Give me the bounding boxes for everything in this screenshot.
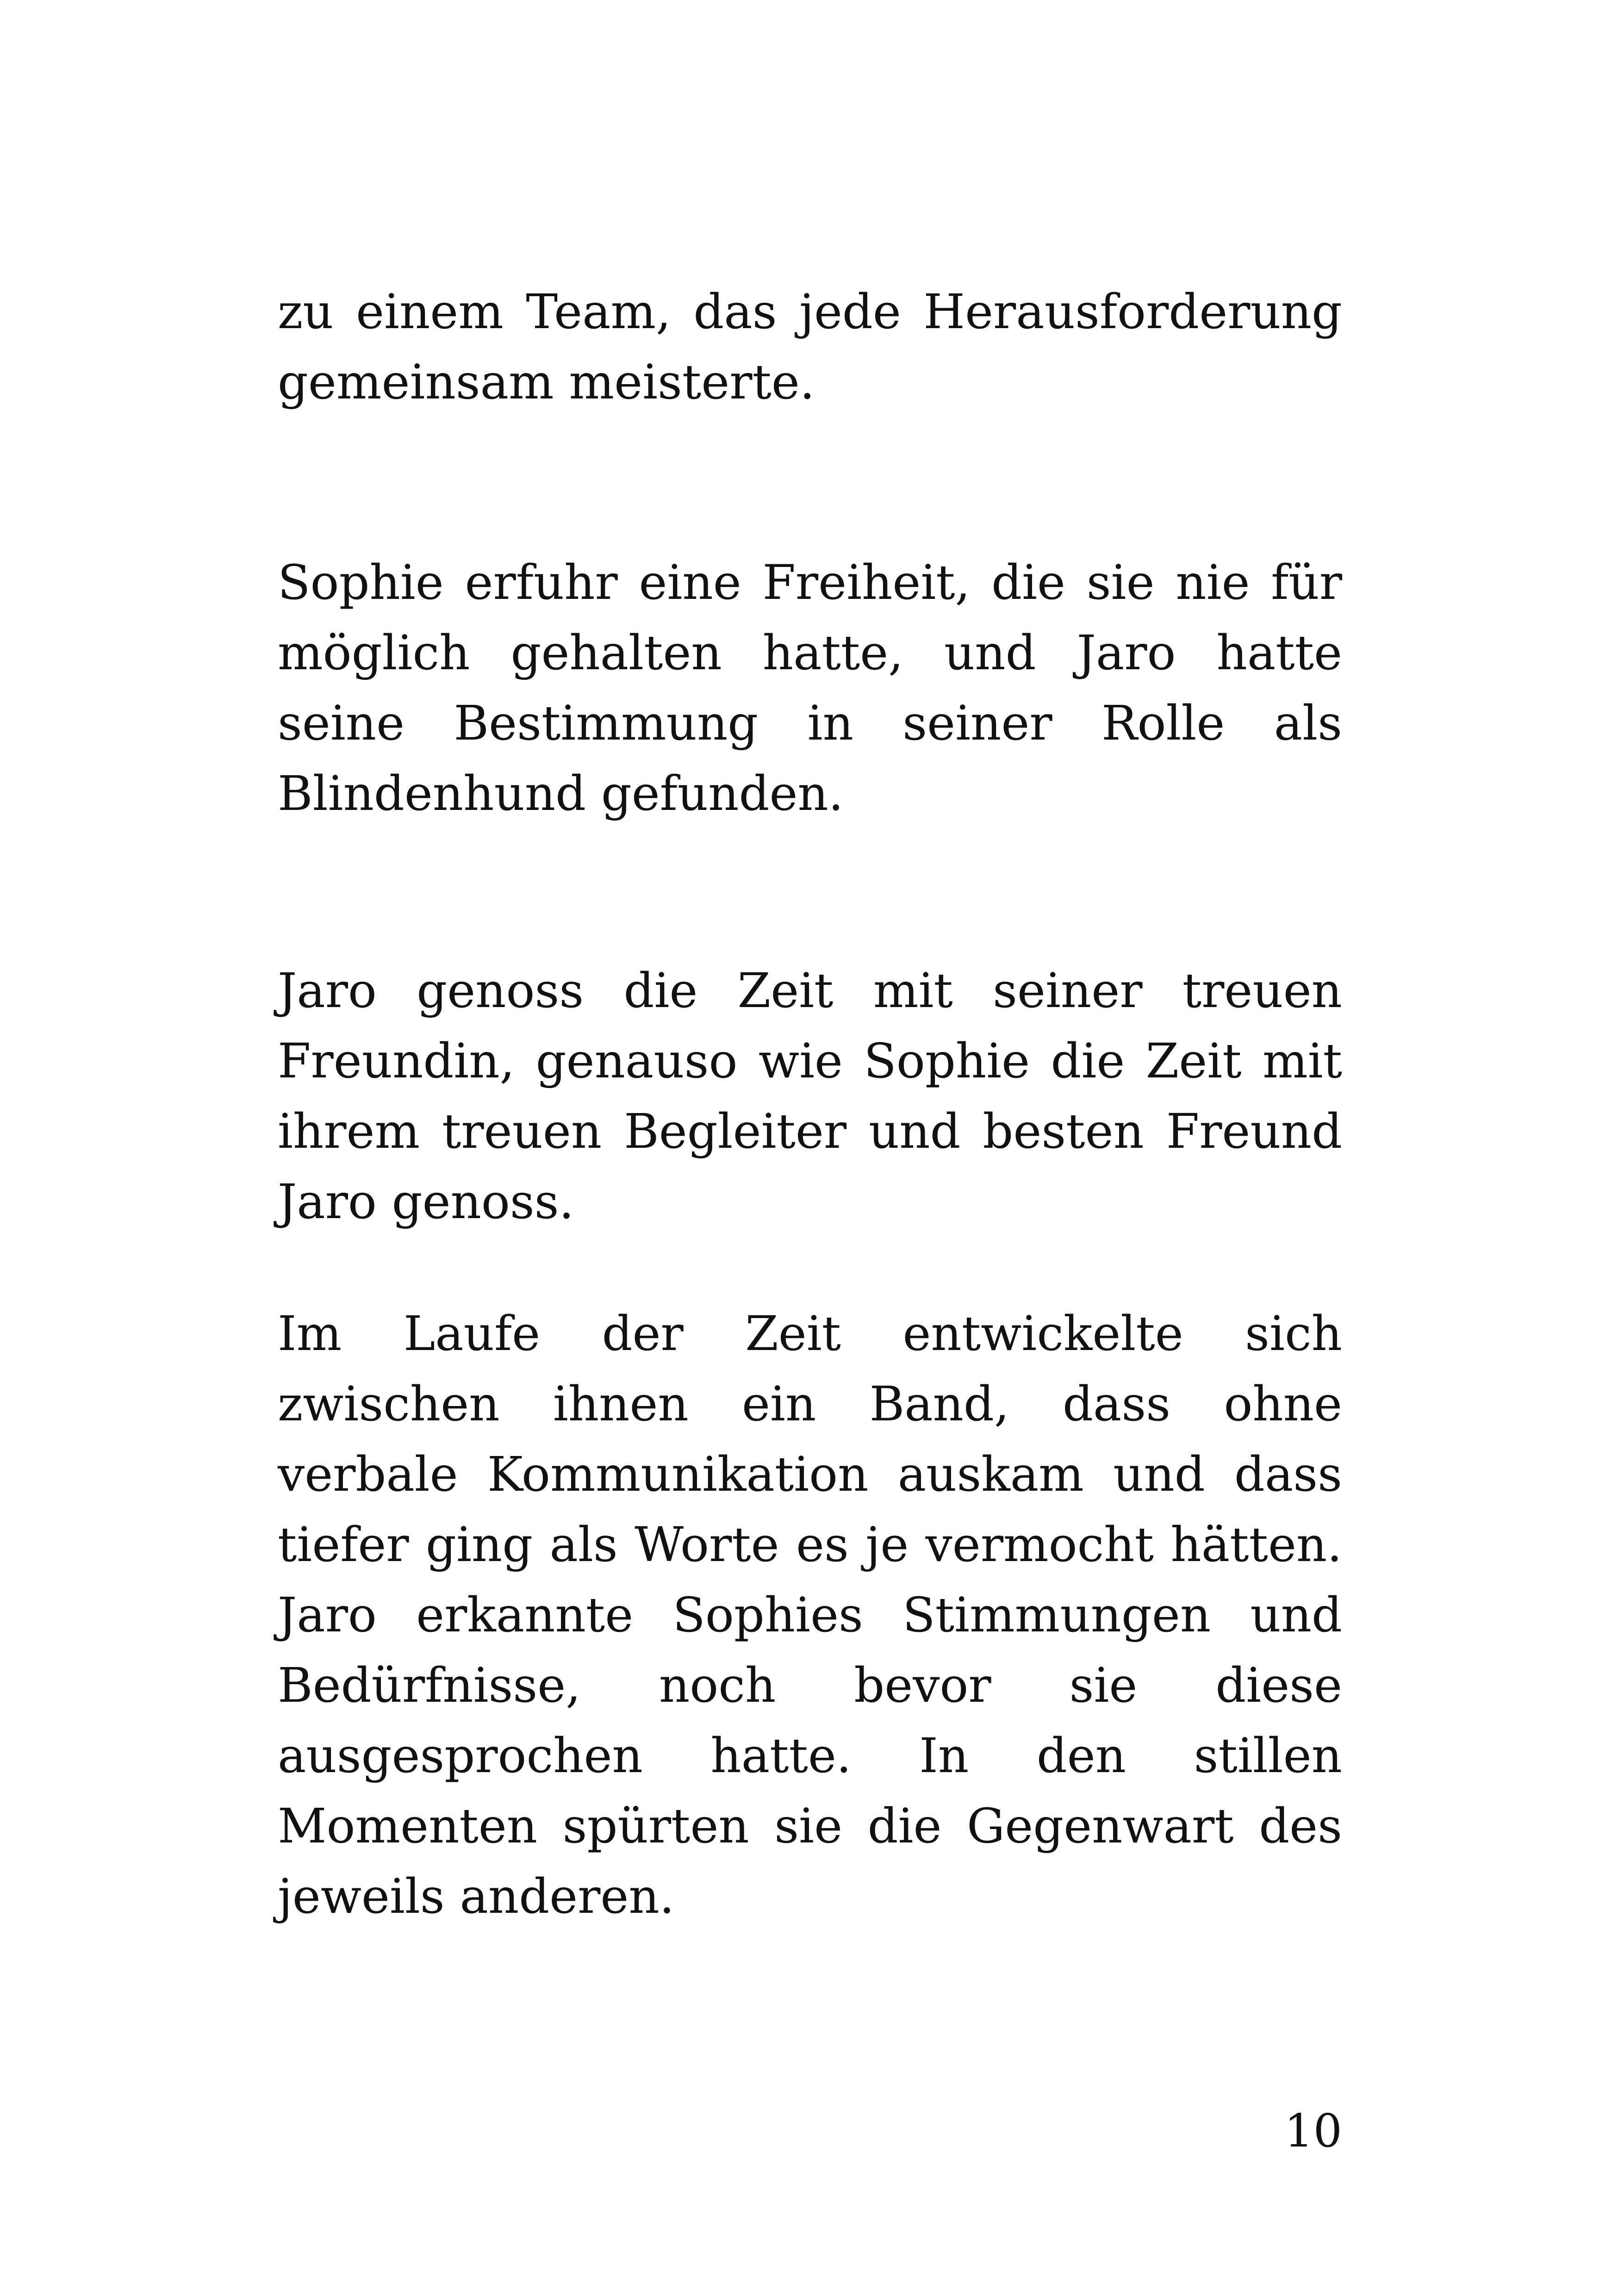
page-number: 10 xyxy=(1284,2105,1342,2158)
paragraph-bond: Im Laufe der Zeit entwickelte sich zwischen ihnen ein Band, dass ohne verbale Kommunikation auskam und dass tiefer ging als Worte es je vermocht hätten. Jaro erkannte Sophies Stimmungen und Bedürfnisse, noch bevor sie diese ausgesprochen hatte. In den stillen Momenten spürten sie die Gegenwart des jeweils anderen. xyxy=(278,1306,1342,1924)
paragraph-companionship: Jaro genoss die Zeit mit seiner treuen Freundin, genauso wie Sophie die Zeit mit ihrem treuen Begleiter und besten Freund Jaro genoss. xyxy=(278,963,1342,1230)
paragraph-team: zu einem Team, das jede Herausforderung gemeinsam meisterte. xyxy=(278,284,1342,410)
paragraph-freedom: Sophie erfuhr eine Freiheit, die sie nie für möglich gehalten hatte, und Jaro hatte seine Bestimmung in seiner Rolle als Blindenhund gefunden. xyxy=(278,555,1342,821)
